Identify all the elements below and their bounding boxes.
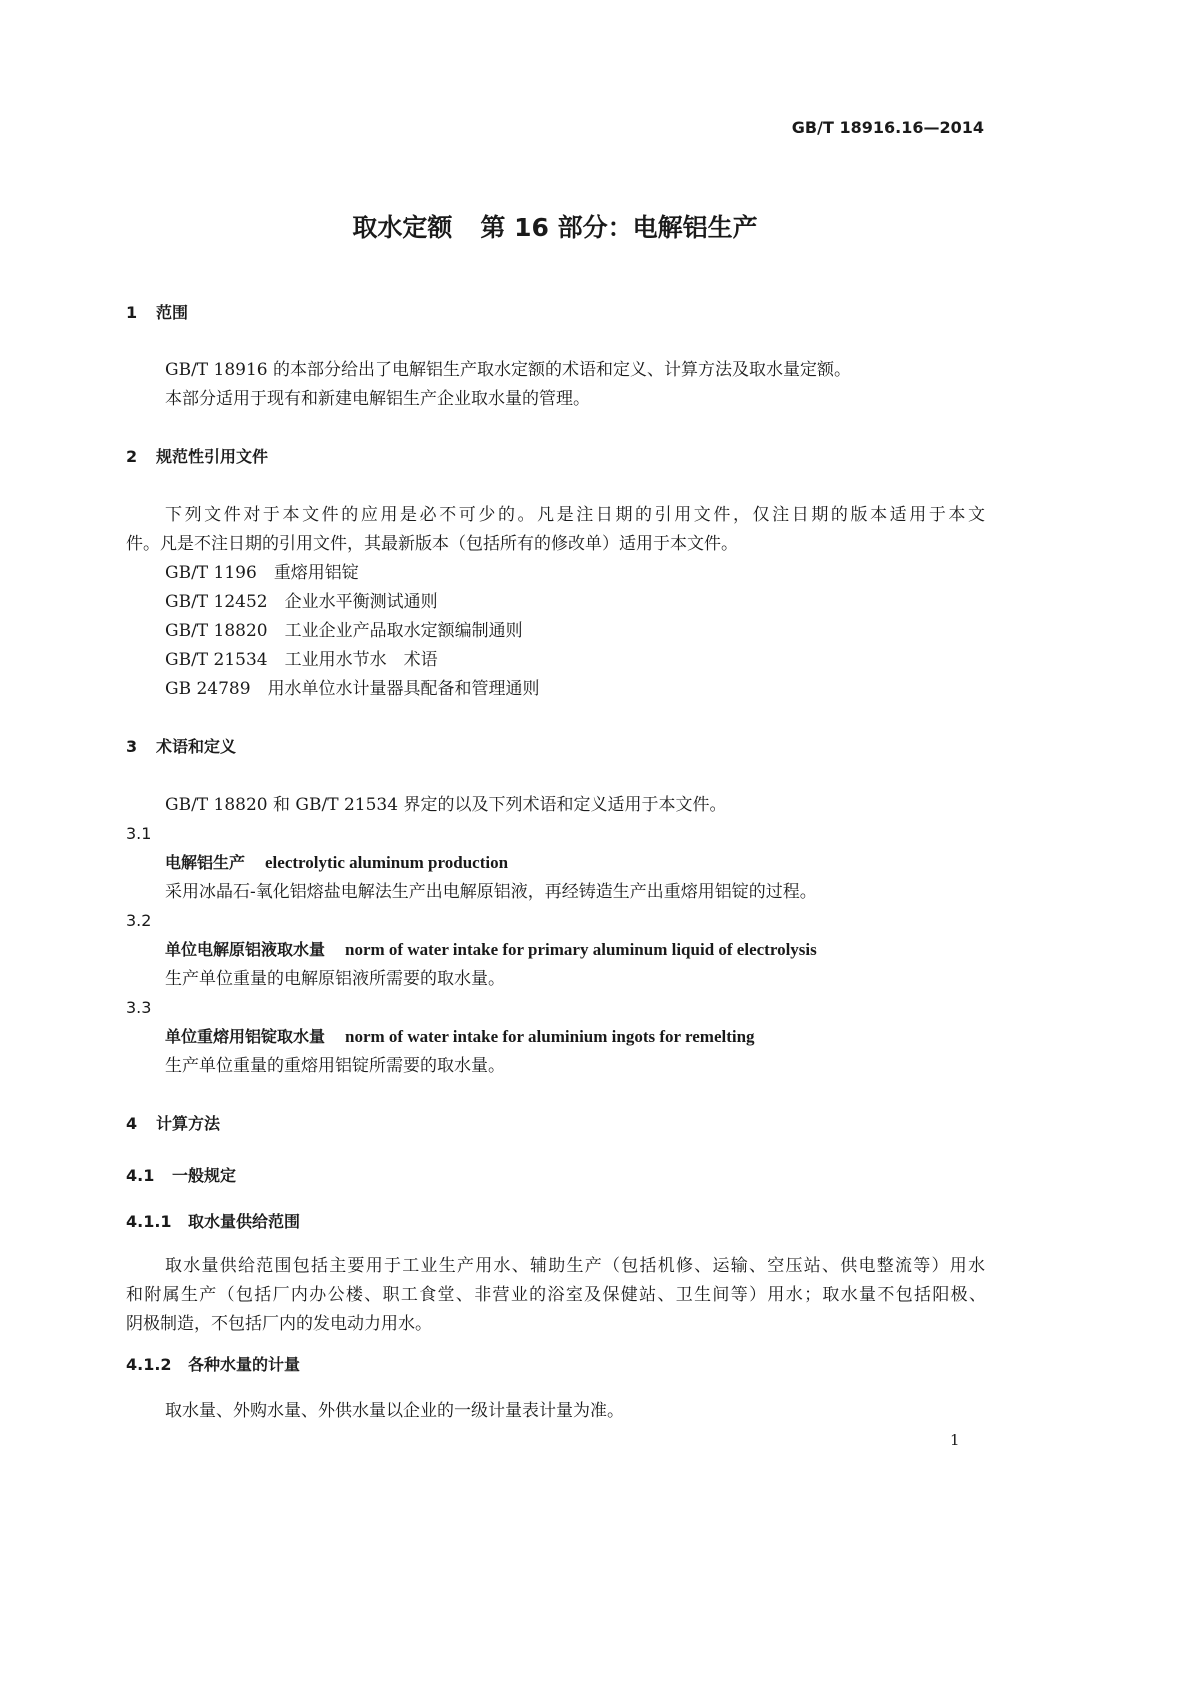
reference-item: GB 24789 用水单位水计量器具配备和管理通则: [165, 679, 540, 699]
reference-item: GB/T 18820 工业企业产品取水定额编制通则: [165, 621, 523, 641]
term: 电解铝生产 electrolytic aluminum production: [165, 853, 509, 872]
section-number: 2: [126, 447, 138, 466]
page-number: 1: [950, 1431, 960, 1449]
term: 单位电解原铝液取水量 norm of water intake for primary aluminum liquid of electrolysis: [165, 940, 817, 959]
paragraph: 和附属生产（包括厂内办公楼、职工食堂、非营业的浴室及保健站、卫生间等）用水；取水量不包括阳极、: [126, 1285, 986, 1305]
page-title: [0, 213, 1110, 243]
paragraph: 下列文件对于本文件的应用是必不可少的。凡是注日期的引用文件，仅注日期的版本适用于本文: [165, 505, 985, 525]
section-4-heading: 4 计算方法: [126, 1114, 221, 1133]
term-definition: 生产单位重量的重熔用铝锭所需要的取水量。: [165, 1056, 505, 1076]
section-4-1-2-heading: 4.1.2 各种水量的计量: [126, 1355, 301, 1374]
section-3-heading: 3 术语和定义: [126, 737, 237, 756]
reference-item: GB/T 12452 企业水平衡测试通则: [165, 592, 438, 612]
paragraph: 本部分适用于现有和新建电解铝生产企业取水量的管理。: [165, 389, 590, 409]
reference-item: GB/T 21534 工业用水节水 术语: [165, 650, 438, 670]
term-definition: 生产单位重量的电解原铝液所需要的取水量。: [165, 969, 505, 989]
paragraph: 件。凡是不注日期的引用文件，其最新版本（包括所有的修改单）适用于本文件。: [126, 534, 738, 554]
term-number: 3.1: [126, 824, 152, 843]
paragraph: 取水量、外购水量、外供水量以企业的一级计量表计量为准。: [165, 1401, 624, 1421]
section-4-1-1-heading: 4.1.1 取水量供给范围: [126, 1212, 301, 1231]
section-title: 范围: [156, 303, 189, 322]
section-number: 1: [126, 303, 138, 322]
standard-number: GB/T 18916.16—2014: [791, 118, 984, 137]
section-4-1-heading: 4.1 一般规定: [126, 1166, 237, 1185]
term-number: 3.2: [126, 911, 152, 930]
title-main: 取水定额: [352, 213, 453, 242]
paragraph: GB/T 18916 的本部分给出了电解铝生产取水定额的术语和定义、计算方法及取水量定额。: [165, 360, 852, 380]
section-title: 规范性引用文件: [156, 447, 269, 466]
term-definition: 采用冰晶石-氧化铝熔盐电解法生产出电解原铝液，再经铸造生产出重熔用铝锭的过程。: [165, 882, 817, 902]
title-part: 第 16 部分：电解铝生产: [480, 213, 758, 242]
section-1-heading: [126, 302, 188, 324]
term: 单位重熔用铝锭取水量 norm of water intake for aluminium ingots for remelting: [165, 1027, 755, 1046]
reference-item: GB/T 1196 重熔用铝锭: [165, 563, 359, 583]
paragraph: 取水量供给范围包括主要用于工业生产用水、辅助生产（包括机修、运输、空压站、供电整流等）用水: [165, 1256, 985, 1276]
paragraph: 阴极制造，不包括厂内的发电动力用水。: [126, 1314, 432, 1334]
paragraph: GB/T 18820 和 GB/T 21534 界定的以及下列术语和定义适用于本文件。: [165, 795, 727, 815]
term-number: 3.3: [126, 998, 152, 1017]
section-2-heading: [126, 446, 268, 468]
